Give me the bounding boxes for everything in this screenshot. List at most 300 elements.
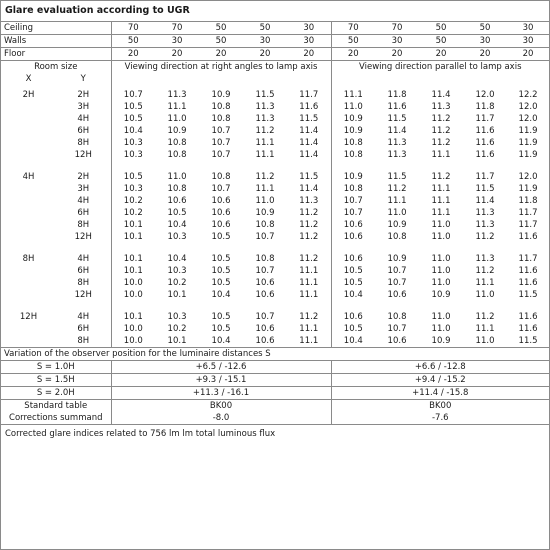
ugr-value: 12.2 (518, 90, 538, 100)
blank-cell (1, 149, 56, 161)
ugr-value: 11.9 (518, 150, 538, 160)
ugr-value: 11.6 (475, 150, 495, 160)
ugr-value: 10.9 (255, 208, 275, 218)
ugr-value: 10.2 (111, 195, 155, 207)
ugr-value: 10.6 (167, 196, 187, 206)
table-row (1, 195, 549, 207)
surface-label: Floor (4, 49, 26, 59)
corrections-parallel: -7.6 (331, 412, 549, 424)
ugr-value: 10.7 (255, 266, 275, 276)
ugr-value: 11.4 (387, 126, 407, 136)
surface-value: 70 (171, 23, 183, 33)
ugr-value: 11.4 (299, 184, 319, 194)
room-y-value: 8H (77, 278, 90, 288)
ugr-value: 11.7 (518, 254, 538, 264)
table-row (1, 323, 549, 335)
blank-cell (331, 73, 549, 85)
surface-value: 70 (391, 23, 403, 33)
ugr-value: 10.2 (111, 207, 155, 219)
ugr-value: 10.5 (211, 266, 231, 276)
standard-table-right: BK00 (111, 400, 331, 413)
ugr-value: 10.7 (331, 195, 375, 207)
variation-right-value: +11.3 / -16.1 (111, 387, 331, 400)
table-row (1, 113, 549, 125)
ugr-value: 11.0 (431, 232, 451, 242)
spacer-row (1, 243, 549, 253)
surface-value: 50 (331, 35, 375, 48)
header-row (1, 61, 549, 74)
table-row (1, 231, 549, 243)
ugr-value: 10.8 (387, 232, 407, 242)
room-y-value: 6H (77, 208, 90, 218)
ugr-value: 11.6 (518, 232, 538, 242)
ugr-value: 11.1 (431, 196, 451, 206)
room-y-value: 6H (77, 126, 90, 136)
ugr-value: 11.2 (299, 208, 319, 218)
ugr-value: 10.9 (211, 90, 231, 100)
surface-value: 50 (215, 23, 227, 33)
ugr-value: 10.5 (331, 323, 375, 335)
ugr-value: 10.0 (111, 323, 155, 335)
surface-value: 30 (259, 36, 271, 46)
ugr-value: 10.9 (387, 220, 407, 230)
ugr-value: 11.7 (518, 208, 538, 218)
surface-value: 70 (331, 22, 375, 35)
ugr-value: 10.6 (331, 219, 375, 231)
ugr-value: 11.1 (475, 324, 495, 334)
variation-row (1, 361, 549, 374)
ugr-value: 10.5 (211, 254, 231, 264)
ugr-value: 10.7 (255, 232, 275, 242)
variation-parallel-value: +11.4 / -15.8 (331, 387, 549, 400)
ugr-value: 10.8 (387, 312, 407, 322)
ugr-value: 11.7 (518, 220, 538, 230)
ugr-value: 11.0 (431, 220, 451, 230)
standard-table-row (1, 400, 549, 413)
ugr-value: 11.6 (387, 102, 407, 112)
ugr-value: 11.5 (299, 172, 319, 182)
ugr-value: 10.6 (255, 290, 275, 300)
ugr-value: 10.7 (255, 312, 275, 322)
room-y-value: 3H (77, 102, 90, 112)
ugr-value: 11.4 (475, 196, 495, 206)
ugr-value: 11.0 (431, 266, 451, 276)
ugr-value: 10.5 (211, 278, 231, 288)
surface-value: 50 (259, 23, 271, 33)
blank-cell (1, 301, 111, 311)
ugr-value: 11.2 (299, 220, 319, 230)
blank-cell (331, 301, 549, 311)
corrections-label: Corrections summand (9, 413, 103, 423)
surface-value: 30 (303, 36, 315, 46)
ugr-value: 10.7 (387, 324, 407, 334)
room-y-value: 2H (77, 172, 90, 182)
ugr-value: 11.3 (387, 150, 407, 160)
blank-cell (1, 161, 111, 171)
ugr-value: 10.8 (255, 254, 275, 264)
spacing-label: S = 1.0H (36, 362, 75, 372)
ugr-value: 10.5 (211, 312, 231, 322)
ugr-value: 11.2 (299, 232, 319, 242)
variation-right-value: +9.3 / -15.1 (111, 374, 331, 387)
blank-cell (1, 195, 56, 207)
surface-row (1, 22, 549, 35)
ugr-value: 11.3 (475, 208, 495, 218)
ugr-value: 11.0 (431, 278, 451, 288)
ugr-value: 10.4 (211, 336, 231, 346)
ugr-value: 10.8 (167, 150, 187, 160)
ugr-value: 11.1 (255, 184, 275, 194)
table-row (1, 183, 549, 195)
ugr-value: 11.5 (299, 114, 319, 124)
ugr-value: 11.1 (255, 150, 275, 160)
ugr-value: 12.0 (518, 102, 538, 112)
surface-value: 20 (479, 49, 491, 59)
ugr-value: 11.2 (299, 254, 319, 264)
ugr-value: 11.1 (431, 208, 451, 218)
ugr-value: 10.9 (387, 254, 407, 264)
ugr-value: 10.0 (111, 277, 155, 289)
blank-cell (1, 289, 56, 301)
spacer-row (1, 301, 549, 311)
blank-cell (111, 243, 331, 253)
ugr-value: 10.7 (211, 184, 231, 194)
room-y-value: 3H (77, 184, 90, 194)
table-row (1, 207, 549, 219)
ugr-value: 10.1 (167, 336, 187, 346)
ugr-value: 11.0 (431, 324, 451, 334)
ugr-value: 10.5 (111, 101, 155, 113)
ugr-value: 10.8 (211, 172, 231, 182)
surface-row (1, 35, 549, 48)
ugr-value: 11.6 (475, 138, 495, 148)
ugr-value: 11.2 (475, 266, 495, 276)
room-y-value: 4H (77, 312, 90, 322)
room-y-value: 4H (77, 196, 90, 206)
ugr-value: 10.5 (331, 277, 375, 289)
ugr-value: 10.5 (211, 324, 231, 334)
ugr-value: 10.7 (387, 266, 407, 276)
ugr-value: 10.1 (111, 253, 155, 265)
blank-cell (1, 277, 56, 289)
ugr-value: 10.6 (211, 220, 231, 230)
ugr-value: 10.4 (331, 335, 375, 348)
ugr-value: 11.1 (431, 150, 451, 160)
ugr-value: 11.1 (299, 290, 319, 300)
room-y-value: 12H (74, 290, 92, 300)
table-row (1, 277, 549, 289)
ugr-value: 10.4 (167, 220, 187, 230)
ugr-value: 11.2 (255, 126, 275, 136)
ugr-value: 11.9 (518, 138, 538, 148)
ugr-value: 11.8 (387, 90, 407, 100)
ugr-value: 11.1 (387, 196, 407, 206)
ugr-value: 10.6 (331, 253, 375, 265)
surface-value: 20 (435, 49, 447, 59)
ugr-value: 10.8 (331, 183, 375, 195)
blank-cell (1, 113, 56, 125)
ugr-value: 10.8 (211, 102, 231, 112)
ugr-value: 10.8 (211, 114, 231, 124)
ugr-value: 11.4 (299, 150, 319, 160)
ugr-value: 10.1 (167, 290, 187, 300)
ugr-value: 10.0 (111, 335, 155, 348)
footer-note: Corrected glare indices related to 756 lm lm total luminous flux (1, 424, 549, 443)
ugr-value: 10.4 (167, 254, 187, 264)
ugr-value: 10.5 (111, 113, 155, 125)
table-row (1, 253, 549, 265)
room-y-value: 8H (77, 138, 90, 148)
room-x-value: 8H (22, 254, 35, 264)
ugr-value: 11.3 (299, 196, 319, 206)
ugr-value: 11.8 (475, 102, 495, 112)
ugr-value: 10.7 (111, 89, 155, 101)
ugr-value: 10.8 (167, 184, 187, 194)
surface-value: 30 (171, 36, 183, 46)
surface-value: 70 (111, 22, 155, 35)
ugr-value: 11.6 (518, 278, 538, 288)
ugr-value: 10.6 (255, 336, 275, 346)
ugr-value: 12.0 (518, 172, 538, 182)
ugr-value: 11.5 (387, 172, 407, 182)
ugr-value: 11.5 (518, 336, 538, 346)
variation-parallel-value: +6.6 / -12.8 (331, 361, 549, 374)
ugr-value: 10.1 (111, 311, 155, 323)
surface-value: 50 (479, 23, 491, 33)
ugr-value: 11.3 (255, 102, 275, 112)
room-x-value: 4H (22, 172, 35, 182)
parallel-header: Viewing direction parallel to lamp axis (331, 61, 549, 74)
surface-value: 20 (171, 49, 183, 59)
ugr-value: 11.0 (255, 196, 275, 206)
surface-value: 50 (435, 23, 447, 33)
variation-row (1, 374, 549, 387)
surface-value: 20 (215, 49, 227, 59)
ugr-value: 11.1 (255, 138, 275, 148)
ugr-value: 10.3 (167, 312, 187, 322)
variation-right-value: +6.5 / -12.6 (111, 361, 331, 374)
variation-label: Variation of the observer position for the luminaire distances S (4, 349, 271, 359)
ugr-value: 11.6 (299, 102, 319, 112)
room-x-value: 12H (19, 312, 38, 322)
ugr-value: 11.2 (475, 312, 495, 322)
blank-cell (111, 73, 331, 85)
ugr-value: 10.3 (111, 137, 155, 149)
variation-row (1, 387, 549, 400)
ugr-value: 11.0 (431, 254, 451, 264)
ugr-value: 11.7 (475, 172, 495, 182)
x-label: X (25, 74, 32, 84)
spacing-label: S = 1.5H (36, 375, 75, 385)
ugr-value: 10.8 (331, 137, 375, 149)
right-angles-header: Viewing direction at right angles to lamp axis (111, 61, 331, 74)
ugr-value: 10.9 (331, 125, 375, 137)
room-y-value: 12H (74, 232, 92, 242)
ugr-value: 10.6 (255, 278, 275, 288)
ugr-value: 11.0 (387, 208, 407, 218)
ugr-value: 11.0 (475, 290, 495, 300)
room-size-label: Room size (34, 62, 78, 72)
ugr-value: 11.1 (475, 278, 495, 288)
ugr-value: 10.5 (111, 171, 155, 183)
ugr-value: 10.1 (111, 219, 155, 231)
room-y-value: 12H (74, 150, 92, 160)
ugr-value: 10.7 (211, 126, 231, 136)
ugr-value: 11.2 (431, 126, 451, 136)
room-y-value: 6H (77, 266, 90, 276)
ugr-value: 12.0 (518, 114, 538, 124)
ugr-value: 10.8 (167, 138, 187, 148)
ugr-value: 11.3 (167, 90, 187, 100)
ugr-value: 11.5 (518, 290, 538, 300)
surface-value: 20 (522, 49, 534, 59)
ugr-value: 10.9 (167, 126, 187, 136)
ugr-value: 10.0 (111, 289, 155, 301)
surface-value: 50 (215, 36, 227, 46)
ugr-value: 11.9 (518, 184, 538, 194)
ugr-value: 10.1 (111, 265, 155, 277)
room-y-value: 6H (77, 324, 90, 334)
surface-value: 20 (111, 48, 155, 61)
ugr-value: 11.1 (299, 278, 319, 288)
ugr-value: 10.7 (331, 207, 375, 219)
ugr-value: 11.9 (518, 126, 538, 136)
blank-cell (1, 243, 111, 253)
ugr-value: 11.1 (431, 184, 451, 194)
ugr-value: 10.9 (331, 171, 375, 183)
ugr-value: 10.6 (331, 311, 375, 323)
ugr-value: 11.3 (475, 220, 495, 230)
ugr-value: 10.6 (387, 290, 407, 300)
ugr-value: 10.5 (167, 208, 187, 218)
ugr-value: 11.6 (518, 312, 538, 322)
ugr-value: 11.2 (387, 184, 407, 194)
ugr-value: 10.3 (167, 232, 187, 242)
ugr-value: 10.7 (211, 138, 231, 148)
ugr-value: 11.5 (387, 114, 407, 124)
ugr-value: 10.3 (111, 183, 155, 195)
ugr-value: 11.2 (431, 114, 451, 124)
ugr-value: 11.2 (475, 232, 495, 242)
ugr-value: 10.2 (167, 278, 187, 288)
surface-value: 50 (111, 35, 155, 48)
ugr-value: 10.6 (331, 231, 375, 243)
blank-cell (111, 301, 331, 311)
blank-cell (331, 161, 549, 171)
ugr-value: 10.2 (167, 324, 187, 334)
room-y-value: 4H (77, 254, 90, 264)
ugr-value: 10.7 (387, 278, 407, 288)
spacer-row (1, 161, 549, 171)
ugr-value: 11.1 (167, 102, 187, 112)
ugr-value: 11.4 (431, 90, 451, 100)
ugr-value: 11.1 (299, 324, 319, 334)
surface-value: 50 (435, 36, 447, 46)
ugr-value: 10.6 (387, 336, 407, 346)
ugr-value: 10.7 (211, 150, 231, 160)
ugr-value: 11.0 (167, 172, 187, 182)
corrections-row (1, 412, 549, 424)
ugr-value: 10.1 (111, 231, 155, 243)
ugr-value: 11.3 (387, 138, 407, 148)
ugr-value: 11.2 (431, 138, 451, 148)
ugr-value: 11.5 (475, 184, 495, 194)
ugr-value: 11.1 (331, 89, 375, 101)
ugr-value: 11.6 (518, 324, 538, 334)
ugr-value: 10.9 (431, 336, 451, 346)
table-row (1, 137, 549, 149)
surface-value: 20 (259, 49, 271, 59)
surface-value: 20 (303, 49, 315, 59)
table-row (1, 89, 549, 101)
table-row (1, 311, 549, 323)
blank-cell (1, 231, 56, 243)
blank-cell (1, 323, 56, 335)
table-row (1, 149, 549, 161)
room-x-value: 2H (22, 90, 35, 100)
ugr-value: 11.3 (255, 114, 275, 124)
ugr-value: 10.4 (111, 125, 155, 137)
corrections-right: -8.0 (111, 412, 331, 424)
surface-value: 30 (303, 23, 315, 33)
surface-value: 20 (391, 49, 403, 59)
ugr-value: 11.3 (431, 102, 451, 112)
ugr-value: 10.4 (331, 289, 375, 301)
ugr-value: 10.8 (255, 220, 275, 230)
ugr-value: 11.6 (518, 266, 538, 276)
surface-label: Walls (4, 36, 27, 46)
variation-header-row (1, 348, 549, 361)
ugr-value: 10.6 (255, 324, 275, 334)
blank-cell (1, 265, 56, 277)
table-row (1, 101, 549, 113)
ugr-value: 11.2 (299, 312, 319, 322)
ugr-value: 11.1 (299, 266, 319, 276)
table-row (1, 171, 549, 183)
variation-parallel-value: +9.4 / -15.2 (331, 374, 549, 387)
blank-cell (1, 101, 56, 113)
ugr-value: 11.7 (299, 90, 319, 100)
ugr-value: 11.0 (167, 114, 187, 124)
surface-value: 30 (522, 36, 534, 46)
ugr-value: 10.3 (167, 266, 187, 276)
ugr-value: 11.6 (475, 126, 495, 136)
surface-value: 30 (391, 36, 403, 46)
standard-table-parallel: BK00 (331, 400, 549, 413)
ugr-value: 11.4 (299, 126, 319, 136)
ugr-value: 12.0 (475, 90, 495, 100)
room-y-value: 2H (77, 90, 90, 100)
ugr-value: 10.9 (431, 290, 451, 300)
ugr-value: 10.5 (331, 265, 375, 277)
ugr-value: 11.4 (299, 138, 319, 148)
ugr-value: 11.1 (299, 336, 319, 346)
surface-value: 20 (331, 48, 375, 61)
table-row (1, 125, 549, 137)
ugr-value: 11.0 (475, 336, 495, 346)
room-y-value: 4H (77, 114, 90, 124)
table-row (1, 219, 549, 231)
table-row (1, 335, 549, 348)
ugr-value: 10.8 (331, 149, 375, 161)
ugr-value: 11.0 (331, 101, 375, 113)
ugr-value: 10.6 (211, 196, 231, 206)
y-label: Y (80, 74, 86, 84)
ugr-value: 10.5 (211, 232, 231, 242)
ugr-value: 11.3 (475, 254, 495, 264)
table-row (1, 289, 549, 301)
header-row (1, 73, 549, 85)
